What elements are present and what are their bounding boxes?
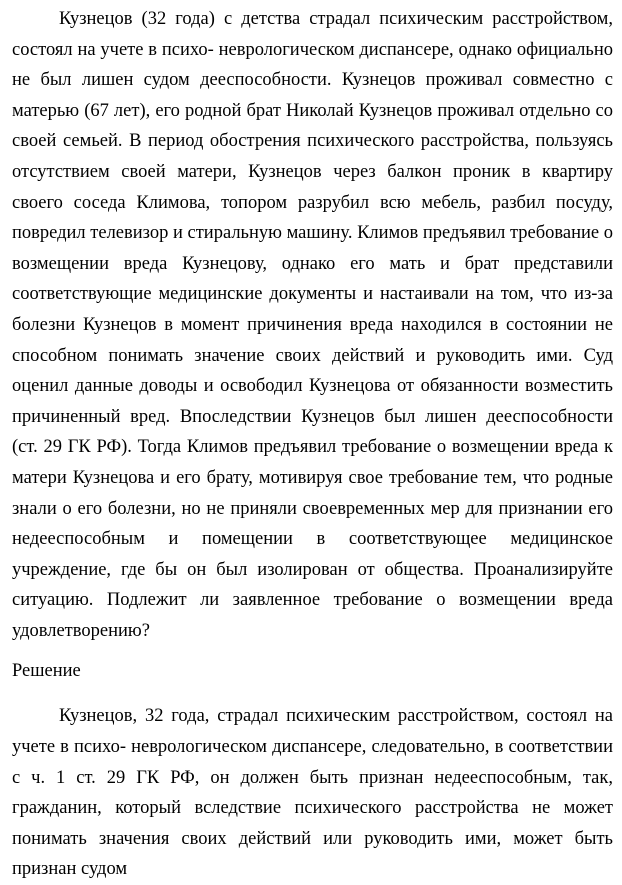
solution-heading: Решение: [12, 661, 81, 682]
problem-paragraph: Кузнецов (32 года) с детства страдал психическим расстройством, состоял на учете в психо- неврологическом диспансере, однако официально не был лишен судом дееспособности. Кузнецов проживал совместно с матерью (67 лет), его родной брат Николай Кузнецов проживал отдельно со своей семьей. В период обострения психического расстройства, пользуясь отсутствием своей матери, Кузнецов через балкон проник в квартиру своего соседа Климова, топором разрубил всю мебель, разбил посуду, повредил телевизор и стиральную машину. Климов предъявил требование о возмещении вреда Кузнецову, однако его мать и брат представили соответствующие медицинские документы и настаивали на том, что из-за болезни Кузнецов в момент причинения вреда находился в состоянии не способном понимать значение своих действий и руководить ими. Суд оценил данные доводы и освободил Кузнецова от обязанности возместить причиненный вред. Впоследствии Кузнецов был лишен дееспособности (ст. 29 ГК РФ). Тогда Климов предъявил требование о возмещении вреда к матери Кузнецова и его брату, мотивируя свое требование тем, что родные знали о его болезни, но не приняли своевременных мер для признании его недееспособным и помещении в соответствующее медицинское учреждение, где бы он был изолирован от общества. Проанализируйте ситуацию. Подлежит ли заявленное требование о возмещении вреда удовлетворению?: [12, 9, 613, 641]
solution-paragraph: Кузнецов, 32 года, страдал психическим расстройством, состоял на учете в психо- неврологическом диспансере, следовательно, в соответствии с ч. 1 ст. 29 ГК РФ, он должен быть признан недееспособным, так, гражданин, который вследствие психического расстройства не может понимать значения своих действий или руководить ими, может быть признан судом: [12, 706, 613, 880]
document-page: [12, 0, 613, 885]
